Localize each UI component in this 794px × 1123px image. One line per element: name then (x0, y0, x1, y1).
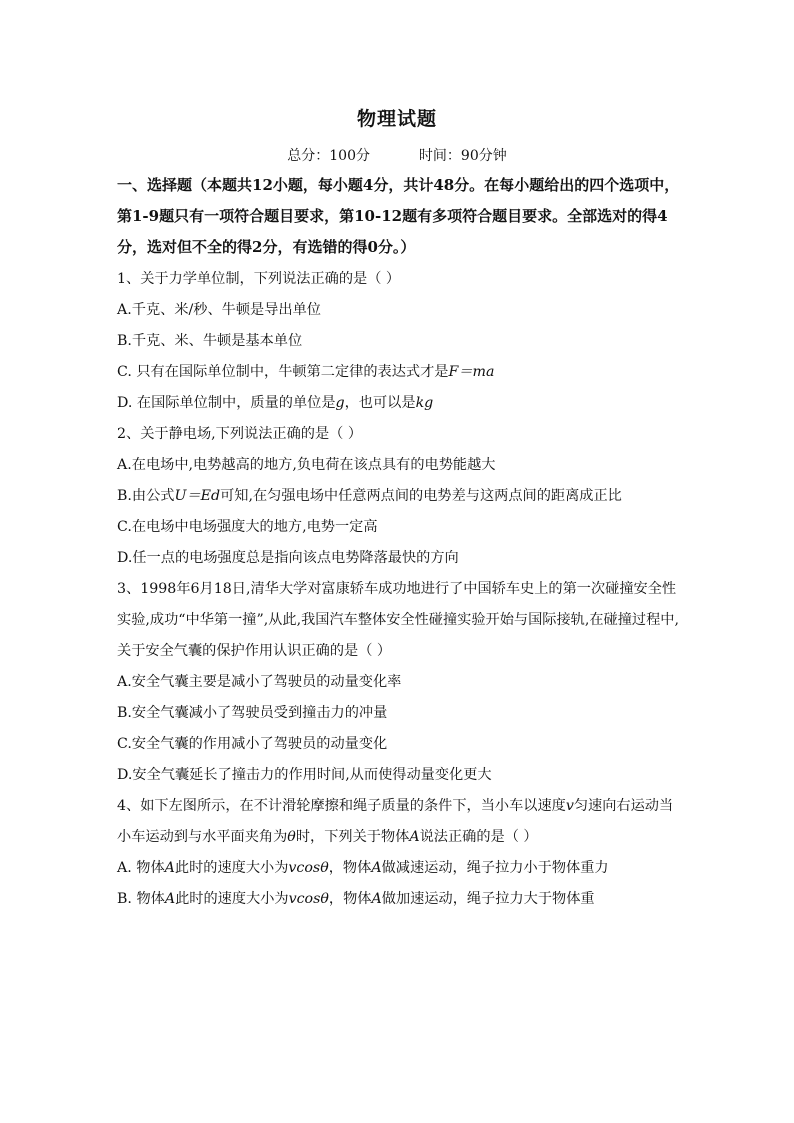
stem-text: 4、如下左图所示，在不计滑轮摩擦和绳子质量的条件下，当小车以速度 (117, 798, 566, 814)
question-3-option-a: A.安全气囊主要是减小了驾驶员的动量变化率 (117, 674, 402, 690)
option-text: 做加速运动，绳子拉力大于物体重 (381, 891, 595, 907)
stem-text: 匀速向右运动当小车运动到与水平面夹角为 (117, 798, 674, 845)
question-2-option-a: A.在电场中,电势越高的地方,负电荷在该点具有的电势能越大 (117, 457, 496, 473)
object-symbol: A (371, 891, 382, 907)
question-4-option-a (117, 853, 682, 884)
option-text: A. 物体 (117, 860, 165, 876)
question-1-option-c (117, 357, 682, 388)
question-3-option-d: D.安全气囊延长了撞击力的作用时间,从而使得动量变化更大 (117, 767, 492, 783)
stem-text: 时，下列关于物体 (295, 829, 410, 845)
option-text: B.由公式 (117, 488, 175, 504)
question-1-option-a: A.千克、米/秒、牛顿是导出单位 (117, 302, 321, 318)
option-text: ，物体 (328, 860, 372, 876)
object-symbol: A (164, 860, 175, 876)
option-text: D. 在国际单位制中，质量的单位是 (117, 395, 336, 411)
option-text: 此时的速度大小为 (175, 891, 289, 907)
option-text: 做减速运动，绳子拉力小于物体重力 (381, 860, 609, 876)
formula: vcosθ (288, 891, 329, 907)
question-4-stem (117, 791, 682, 853)
stem-text: 说法正确的是（ ） (419, 829, 538, 845)
exam-meta (0, 145, 794, 165)
question-2-stem: 2、关于静电场,下列说法正确的是（ ） (117, 426, 363, 442)
question-1-stem: 1、关于力学单位制，下列说法正确的是（ ） (117, 271, 401, 287)
exam-content (117, 170, 682, 915)
question-3-option-b: B.安全气囊减小了驾驶员受到撞击力的冲量 (117, 705, 388, 721)
section-header: 一、选择题（本题共12小题，每小题4分，共计48分。在每小题给出的四个选项中，第1-9题只有一项符合题目要求，第10-12题有多项符合题目要求。全部选对的得4分，选对但不全的得2分，有选错的得0分。） (117, 176, 680, 256)
question-2-option-d: D.任一点的电场强度总是指向该点电势降落最快的方向 (117, 550, 459, 566)
formula: vcosθ (288, 860, 329, 876)
velocity-symbol: v (565, 798, 574, 814)
object-symbol: A (164, 891, 176, 907)
formula: U＝Ed (174, 488, 221, 504)
object-symbol: A (409, 829, 420, 845)
option-text: ，也可以是 (344, 395, 416, 411)
question-3-option-c: C.安全气囊的作用减小了驾驶员的动量变化 (117, 736, 388, 752)
question-2-option-c: C.在电场中电场强度大的地方,电势一定高 (117, 519, 378, 535)
question-1-option-d (117, 388, 682, 419)
unit-symbol: kg (415, 395, 434, 411)
option-text: B. 物体 (117, 891, 165, 907)
option-text: 此时的速度大小为 (174, 860, 289, 876)
time-limit: 时间：90分钟 (418, 148, 507, 164)
unit-symbol: g (335, 395, 345, 411)
object-symbol: A (371, 860, 382, 876)
option-text: 可知,在匀强电场中任意两点间的电势差与这两点间的距离成正比 (220, 488, 622, 504)
question-3-stem: 3、1998年6月18日,清华大学对富康轿车成功地进行了中国轿车史上的第一次碰撞安全性实验,成功“中华第一撞”,从此,我国汽车整体安全性碰撞实验开始与国际接轨,在碰撞过程中,关于安全气囊的保护作用认识正确的是（ ） (117, 581, 679, 659)
option-text: C. 只有在国际单位制中，牛顿第二定律的表达式才是 (117, 364, 449, 380)
page-title: 物理试题 (356, 108, 437, 130)
option-text: ，物体 (328, 891, 372, 907)
angle-symbol: θ (287, 829, 296, 845)
question-1-option-b: B.千克、米、牛顿是基本单位 (117, 333, 303, 349)
formula: F＝ma (448, 364, 495, 380)
total-score: 总分：100分 (287, 148, 370, 164)
question-4-option-b (117, 884, 682, 915)
question-2-option-b (117, 481, 682, 512)
